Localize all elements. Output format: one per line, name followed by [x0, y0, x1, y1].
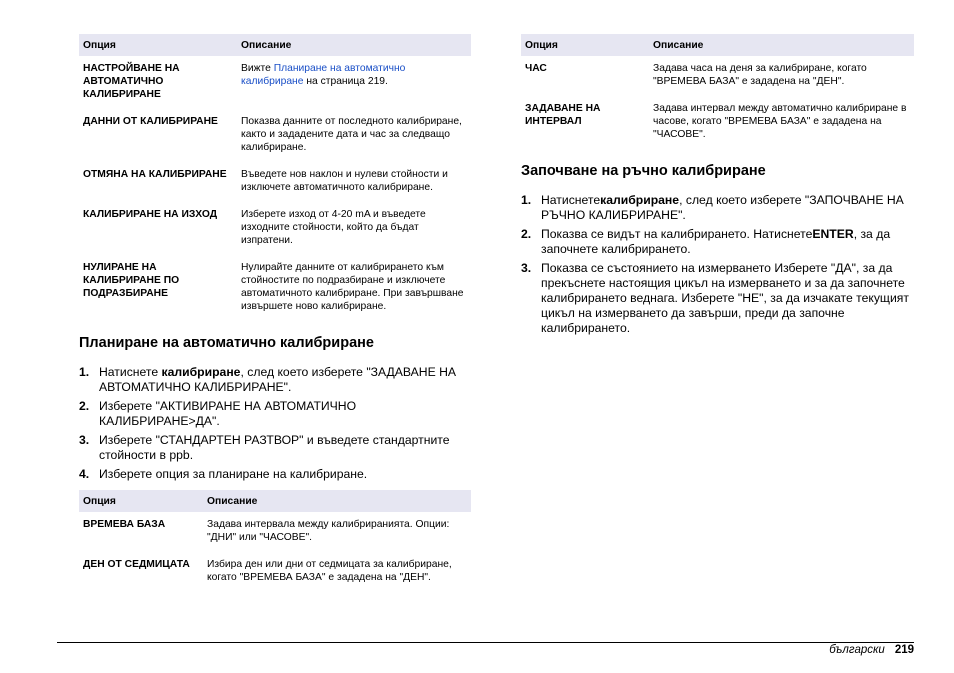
list-item: 2. Изберете "АКТИВИРАНЕ НА АВТОМАТИЧНО КАЛИБРИРАНЕ>ДА". [79, 399, 357, 428]
header-option: Опция [521, 34, 649, 56]
header-description: Описание [237, 34, 471, 56]
table-row [79, 255, 471, 321]
table-row [79, 56, 471, 109]
page-footer [829, 644, 914, 656]
table-header-row [79, 490, 471, 512]
table-row [521, 56, 914, 96]
section-title-manual-calibration: Започване на ръчно калибриране [521, 163, 766, 179]
table-header-row [79, 34, 471, 56]
right-column [521, 34, 914, 340]
table-row [79, 552, 471, 592]
options-table-schedule [79, 490, 471, 592]
option-description: Показва данните от последното калибриране, както и зададените дата и час за следващо калибриране. [241, 116, 462, 153]
options-table-calibration [79, 34, 471, 321]
page-number: 219 [894, 644, 914, 656]
table-row [79, 109, 471, 162]
table-row [521, 96, 914, 149]
option-name: КАЛИБРИРАНЕ НА ИЗХОД [83, 209, 218, 220]
footer-divider [57, 642, 914, 643]
list-item: 3. Изберете "СТАНДАРТЕН РАЗТВОР" и въведете стандартните стойности в ppb. [79, 433, 450, 462]
list-item: 1. Натиснетекалибриране, след което изберете "ЗАПОЧВАНЕ НА РЪЧНО КАЛИБРИРАНЕ". [521, 193, 904, 222]
option-description: Изберете изход от 4-20 mA и въведете изходните стойности, който да бъдат изпратени. [241, 209, 426, 246]
steps-auto-calibration [79, 365, 471, 482]
table-row [79, 512, 471, 552]
steps-manual-calibration [521, 193, 914, 336]
list-item: 3. Показва се състоянието на измерването Изберете "ДА", за да прекъснете настоящия цикъл на измерването и за да започнете калибрирането веднага. Изберете "НЕ", за да изчакате текущият цикъл на измерването да завърши, преди да започне калибрирането. [521, 261, 909, 335]
footer-language: български [829, 644, 885, 656]
link-auto-calibration[interactable]: Планиране на автоматично калибриране [241, 63, 406, 87]
option-description: Избира ден или дни от седмицата за калибриране, когато "ВРЕМЕВА БАЗА" е зададена на "ДЕН". [207, 559, 452, 583]
option-name: ОТМЯНА НА КАЛИБРИРАНЕ [83, 169, 227, 180]
option-name: НУЛИРАНЕ НА КАЛИБРИРАНЕ ПО ПОДРАЗБИРАНЕ [83, 262, 180, 299]
option-description: Въведете нов наклон и нулеви стойности и изключете автоматичното калибриране. [241, 169, 448, 193]
option-name: ЗАДАВАНЕ НА ИНТЕРВАЛ [525, 103, 601, 127]
option-name: ДЕН ОТ СЕДМИЦАТА [83, 559, 190, 570]
section-title-auto-calibration: Планиране на автоматично калибриране [79, 335, 374, 351]
list-item: 4. Изберете опция за планиране на калибриране. [79, 467, 368, 481]
option-description: Вижте Планиране на автоматично калибриране на страница 219. [241, 63, 406, 87]
options-table-time [521, 34, 914, 149]
table-row [79, 202, 471, 255]
option-description: Задава интервала между калибриранията. Опции: "ДНИ" или "ЧАСОВЕ". [207, 519, 450, 543]
option-description: Задава интервал между автоматично калибриране в часове, когато "ВРЕМЕВА БАЗА" е зададена на "ЧАСОВЕ". [653, 103, 907, 140]
option-name: НАСТРОЙВАНЕ НА АВТОМАТИЧНО КАЛИБРИРАНЕ [83, 63, 180, 100]
table-row [79, 162, 471, 202]
header-option: Опция [79, 490, 203, 512]
header-option: Опция [79, 34, 237, 56]
option-description: Нулирайте данните от калибрирането към стойностите по подразбиране и изключете автоматичното калибриране. При завършване извършете ново калибриране. [241, 262, 464, 312]
list-item: 2. Показва се видът на калибрирането. НатиснетеENTER, за да започнете калибрирането. [521, 227, 891, 256]
table-header-row [521, 34, 914, 56]
list-item: 1. Натиснете калибриране, след което изберете "ЗАДАВАНЕ НА АВТОМАТИЧНО КАЛИБРИРАНЕ". [79, 365, 457, 394]
option-description: Задава часа на деня за калибриране, когато "ВРЕМЕВА БАЗА" е зададена на "ДЕН". [653, 63, 867, 87]
header-description: Описание [649, 34, 914, 56]
left-column [79, 34, 471, 592]
option-name: ВРЕМЕВА БАЗА [83, 519, 166, 530]
option-name: ДАННИ ОТ КАЛИБРИРАНЕ [83, 116, 218, 127]
option-name: ЧАС [525, 63, 547, 74]
header-description: Описание [203, 490, 471, 512]
